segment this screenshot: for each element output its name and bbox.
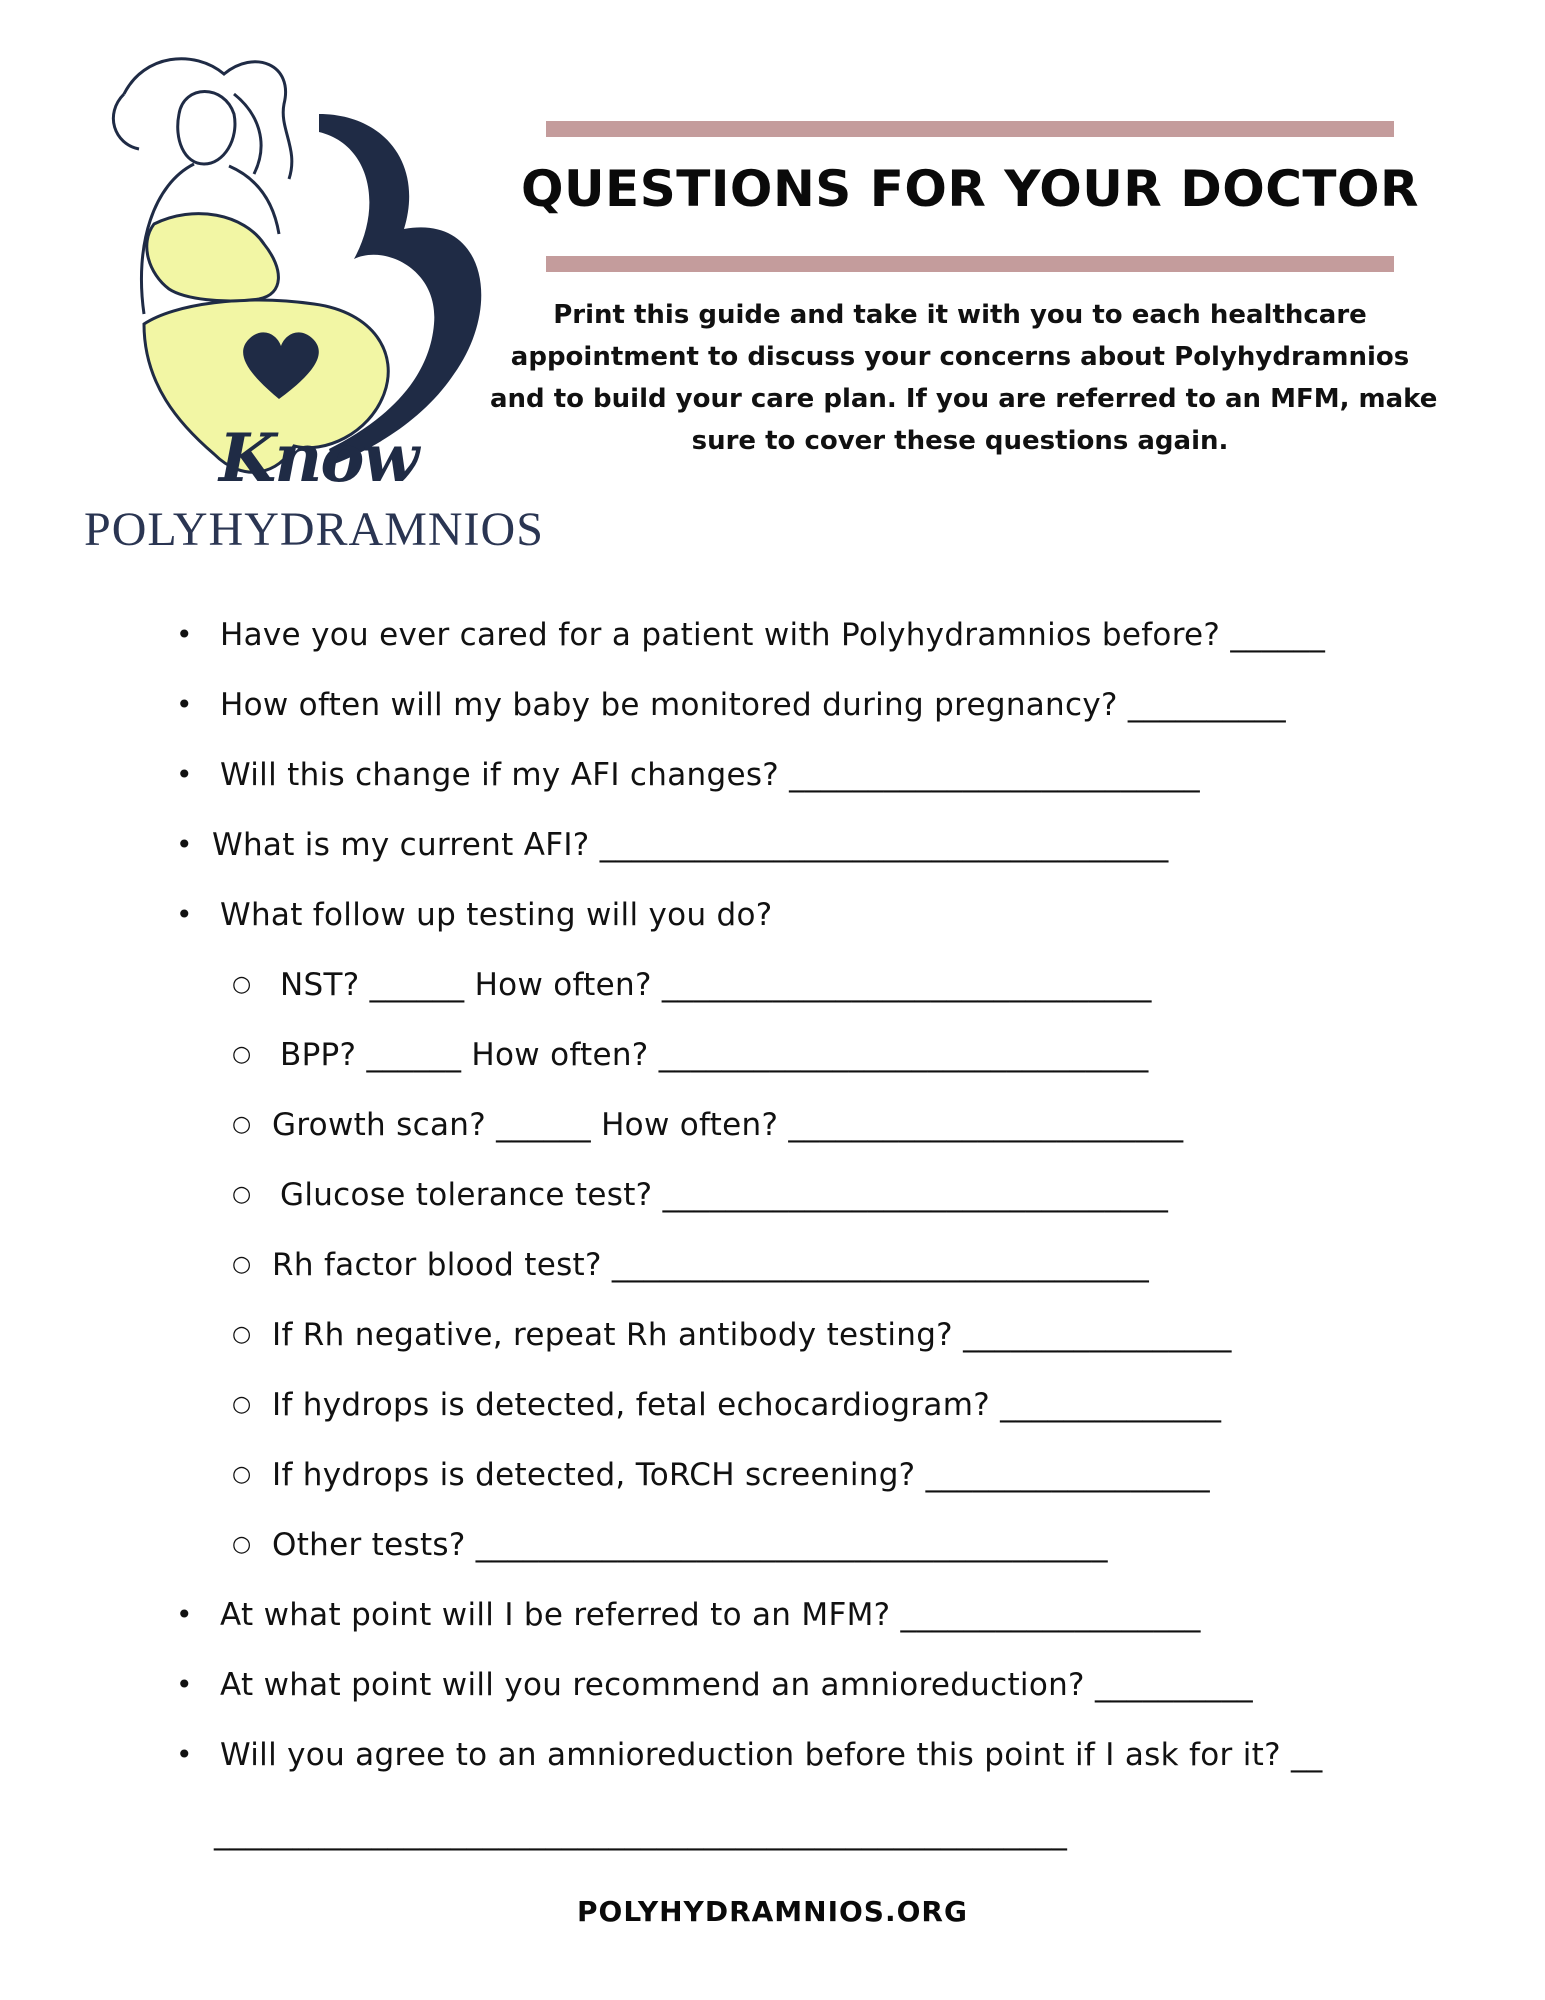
- footer-site: POLYHYDRAMNIOS.ORG: [577, 1895, 968, 1928]
- intro-line: and to build your care plan. If you are referred to an MFM, make: [490, 384, 1438, 414]
- sub-question-text: If Rh negative, repeat Rh antibody testing? _________________: [272, 1317, 1232, 1353]
- hollow-bullet-icon: ○: [232, 1322, 252, 1347]
- question-text: At what point will you recommend an amnioreduction? __________: [220, 1667, 1253, 1703]
- bullet-icon: •: [176, 1668, 193, 1701]
- intro-paragraph: [490, 294, 1438, 462]
- hollow-bullet-icon: ○: [232, 972, 252, 997]
- hollow-bullet-icon: ○: [232, 1392, 252, 1417]
- logo-wordmark: POLYHYDRAMNIOS: [84, 503, 544, 556]
- bullet-icon: •: [176, 1738, 193, 1771]
- question-text: What follow up testing will you do?: [220, 897, 773, 933]
- hollow-bullet-icon: ○: [232, 1112, 252, 1137]
- bullet-icon: •: [176, 758, 193, 791]
- bottom-divider: [546, 256, 1394, 272]
- sub-question-text: Rh factor blood test? __________________________________: [272, 1247, 1150, 1283]
- logo-script-word: Know: [219, 419, 418, 497]
- sub-question-text: BPP? ______ How often? _______________________________: [280, 1037, 1149, 1073]
- sub-question-text: If hydrops is detected, ToRCH screening? __________________: [272, 1457, 1210, 1493]
- question-text: Will you agree to an amnioreduction before this point if I ask for it? __: [220, 1737, 1323, 1773]
- hollow-bullet-icon: ○: [232, 1042, 252, 1067]
- answer-continuation-line: ______________________________________________________: [214, 1815, 1068, 1851]
- sub-question-text: Growth scan? ______ How often? _________________________: [272, 1107, 1184, 1143]
- hollow-bullet-icon: ○: [232, 1252, 252, 1277]
- bullet-icon: •: [176, 618, 193, 651]
- hollow-bullet-icon: ○: [232, 1532, 252, 1557]
- hollow-bullet-icon: ○: [232, 1462, 252, 1487]
- logo: [84, 54, 544, 564]
- question-text: How often will my baby be monitored during pregnancy? __________: [220, 687, 1286, 723]
- question-text: Have you ever cared for a patient with Polyhydramnios before? ______: [220, 617, 1326, 653]
- question-text: At what point will I be referred to an MFM? ___________________: [220, 1597, 1201, 1633]
- question-text: Will this change if my AFI changes? __________________________: [220, 757, 1200, 793]
- bullet-icon: •: [176, 688, 193, 721]
- top-divider: [546, 121, 1394, 137]
- sub-question-text: NST? ______ How often? _______________________________: [280, 967, 1152, 1003]
- intro-line: sure to cover these questions again.: [691, 426, 1229, 456]
- bullet-icon: •: [176, 1598, 193, 1631]
- intro-line: appointment to discuss your concerns about Polyhydramnios: [510, 342, 1410, 372]
- bullet-icon: •: [176, 828, 193, 861]
- bullet-icon: •: [176, 898, 193, 931]
- page-title: QUESTIONS FOR YOUR DOCTOR: [520, 160, 1420, 218]
- hollow-bullet-icon: ○: [232, 1182, 252, 1207]
- question-text: What is my current AFI? ____________________________________: [212, 827, 1169, 863]
- sub-question-text: Glucose tolerance test? ________________________________: [280, 1177, 1169, 1213]
- intro-line: Print this guide and take it with you to each healthcare: [553, 300, 1367, 330]
- sub-question-text: If hydrops is detected, fetal echocardiogram? ______________: [272, 1387, 1222, 1423]
- sub-question-text: Other tests? ________________________________________: [272, 1527, 1108, 1563]
